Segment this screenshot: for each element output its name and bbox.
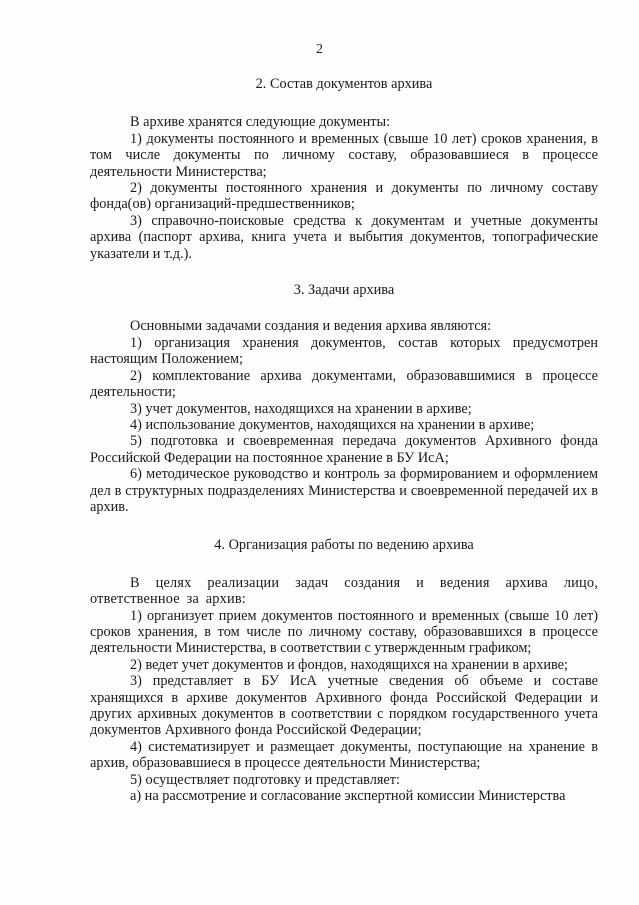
list-item: 2) документы постоянного хранения и документы по личному составу фонда(ов) организаций-предшественников;: [90, 180, 598, 213]
list-item: 1) организует прием документов постоянного и временных (свыше 10 лет) сроков хранения, в том числе по личному составу, образовавшихся в процессе деятельности Министерства, в соответствии с утвержденным графиком;: [90, 607, 598, 657]
list-item: 5) осуществляет подготовку и представляет:: [130, 771, 401, 788]
paragraph: В целях реализации задач создания и ведения архива лицо, ответственное за архив:: [90, 574, 598, 608]
list-item: 2) ведет учет документов и фондов, находящихся на хранении в архиве;: [130, 656, 568, 673]
section-heading: 4. Организация работы по ведению архива: [214, 537, 474, 554]
list-item: 2) комплектование архива документами, образовавшимися в процессе деятельности;: [90, 367, 598, 401]
list-item: 1) организация хранения документов, состав которых предусмотрен настоящим Положением;: [90, 334, 598, 368]
list-item: 3) справочно-поисковые средства к документам и учетные документы архива (паспорт архива, книга учета и выбытия документов, топографические указатели и т.д.).: [90, 212, 598, 262]
section-heading: 3. Задачи архива: [293, 282, 395, 299]
list-item: 4) использование документов, находящихся на хранении в архиве;: [130, 416, 535, 433]
list-item: 3) представляет в БУ ИсА учетные сведения об объеме и составе хранящихся в архиве документов Архивного фонда Российской Федерации и других архивных документов в соответствии с порядком государственного учета документов Архивного фонда Российской Федерации;: [90, 673, 598, 739]
paragraph: В архиве хранятся следующие документы:: [130, 114, 391, 131]
section-heading: 2. Состав документов архива: [255, 76, 433, 92]
page-number: 2: [316, 42, 323, 57]
list-item: 1) документы постоянного и временных (свыше 10 лет) сроков хранения, в том числе документы по личному составу, образовавшиеся в процессе деятельности Министерства;: [90, 130, 598, 180]
list-item: 4) систематизирует и размещает документы, поступающие на хранение в архив, образовавшиеся в процессе деятельности Министерства;: [90, 738, 598, 772]
document-body: [90, 72, 598, 804]
list-item: 6) методическое руководство и контроль за формированием и оформлением дел в структурных подразделениях Министерства и своевременной передачей их в архив.: [90, 466, 598, 515]
list-item: 5) подготовка и своевременная передача документов Архивного фонда Российской Федерации на постоянное хранение в БУ ИсА;: [90, 433, 598, 466]
paragraph: Основными задачами создания и ведения архива являются:: [130, 318, 492, 335]
list-item: 3) учет документов, находящихся на хранении в архиве;: [130, 400, 472, 417]
list-item: а) на рассмотрение и согласование экспертной комиссии Министерства: [130, 788, 566, 805]
